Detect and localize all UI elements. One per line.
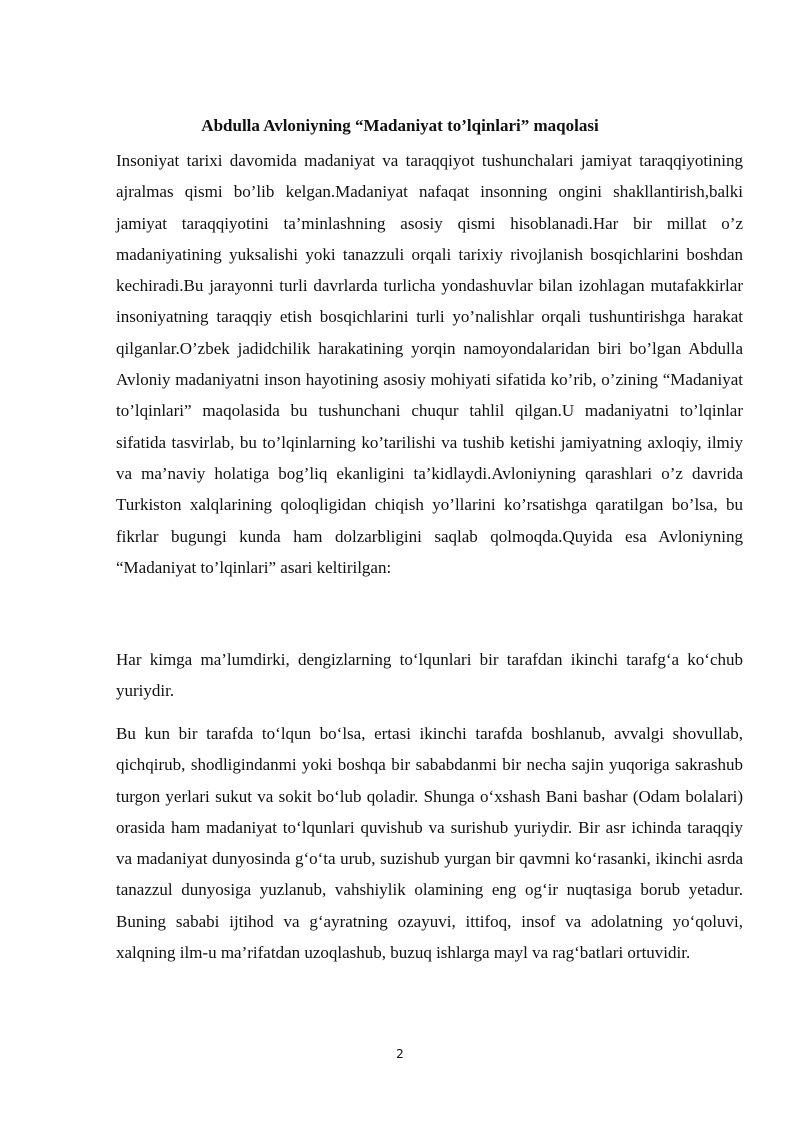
paragraph-quote-body: Bu kun bir tarafda to‘lqun bo‘lsa, ertasi ikinchi tarafda boshlanub, avvalgi shovullab, qichqirub, shodligindanmi yoki boshqa bir sababdanmi bir necha sajin yuqoriga sakrashub turgon yerlari sukut va sokit bo‘lub qoladir. Shunga o‘xshash Bani bashar (Odam bolalari) orasida ham madaniyat to‘lqunlari quvishub va surishub yuriydir. Bir asr ichinda taraqqiy va madaniyat dunyosinda g‘o‘ta urub, suzishub yurgan bir qavmni ko‘rasanki, ikinchi asrda tanazzul dunyosiga yuzlanub, vahshiylik olamining eng og‘ir nuqtasiga borub yetadur. Buning sababi ijtihod va g‘ayratning ozayuvi, ittifoq, insof va adolatning yo‘qoluvi, xalqning ilm-u ma’rifatdan uzoqlashub, buzuq ishlarga mayl va rag‘batlari ortuvidir. [116, 724, 743, 963]
paragraph-quote-opening: Har kimga ma’lumdirki, dengizlarning to‘lqunlari bir tarafdan ikinchi tarafg‘a ko‘chub yuriydir. [116, 650, 743, 701]
page-number: 2 [396, 1047, 404, 1061]
document-title: Abdulla Avloniyning “Madaniyat to’lqinlari” maqolasi [201, 116, 599, 135]
paragraph-introduction: Insoniyat tarixi davomida madaniyat va taraqqiyot tushunchalari jamiyat taraqqiyotining ajralmas qismi bo’lib kelgan.Madaniyat nafaqat insonning ongini shakllantirish,balki jamiyat taraqqiyotini ta’minlashning asosiy qismi hisoblanadi.Har bir millat o’z madaniyatining yuksalishi yoki tanazzuli orqali tarixiy rivojlanish bosqichlarini boshdan kechiradi.Bu jarayonni turli davrlarda turlicha yondashuvlar bilan izohlagan mutafakkirlar insoniyatning taraqqiy etish bosqichlarini turli yo’nalishlar orqali tushuntirishga harakat qilganlar.O’zbek jadidchilik harakatining yorqin namoyondalaridan biri bo’lgan Abdulla Avloniy madaniyatni inson hayotining asosiy mohiyati sifatida ko’rib, o’zining “Madaniyat to’lqinlari” maqolasida bu tushunchani chuqur tahlil qilgan.U madaniyatni to’lqinlar sifatida tasvirlab, bu to’lqinlarning ko’tarilishi va tushib ketishi jamiyatning axloqiy, ilmiy va ma’naviy holatiga bog’liq ekanligini ta’kidlaydi.Avloniyning qarashlari o’z davrida Turkiston xalqlarining qoloqligidan chiqish yo’llarini ko’rsatishga qaratilgan bo’lsa, bu fikrlar bugungi kunda ham dolzarbligini saqlab qolmoqda.Quyida esa Avloniyning “Madaniyat to’lqinlari” asari keltirilgan: [116, 151, 743, 577]
